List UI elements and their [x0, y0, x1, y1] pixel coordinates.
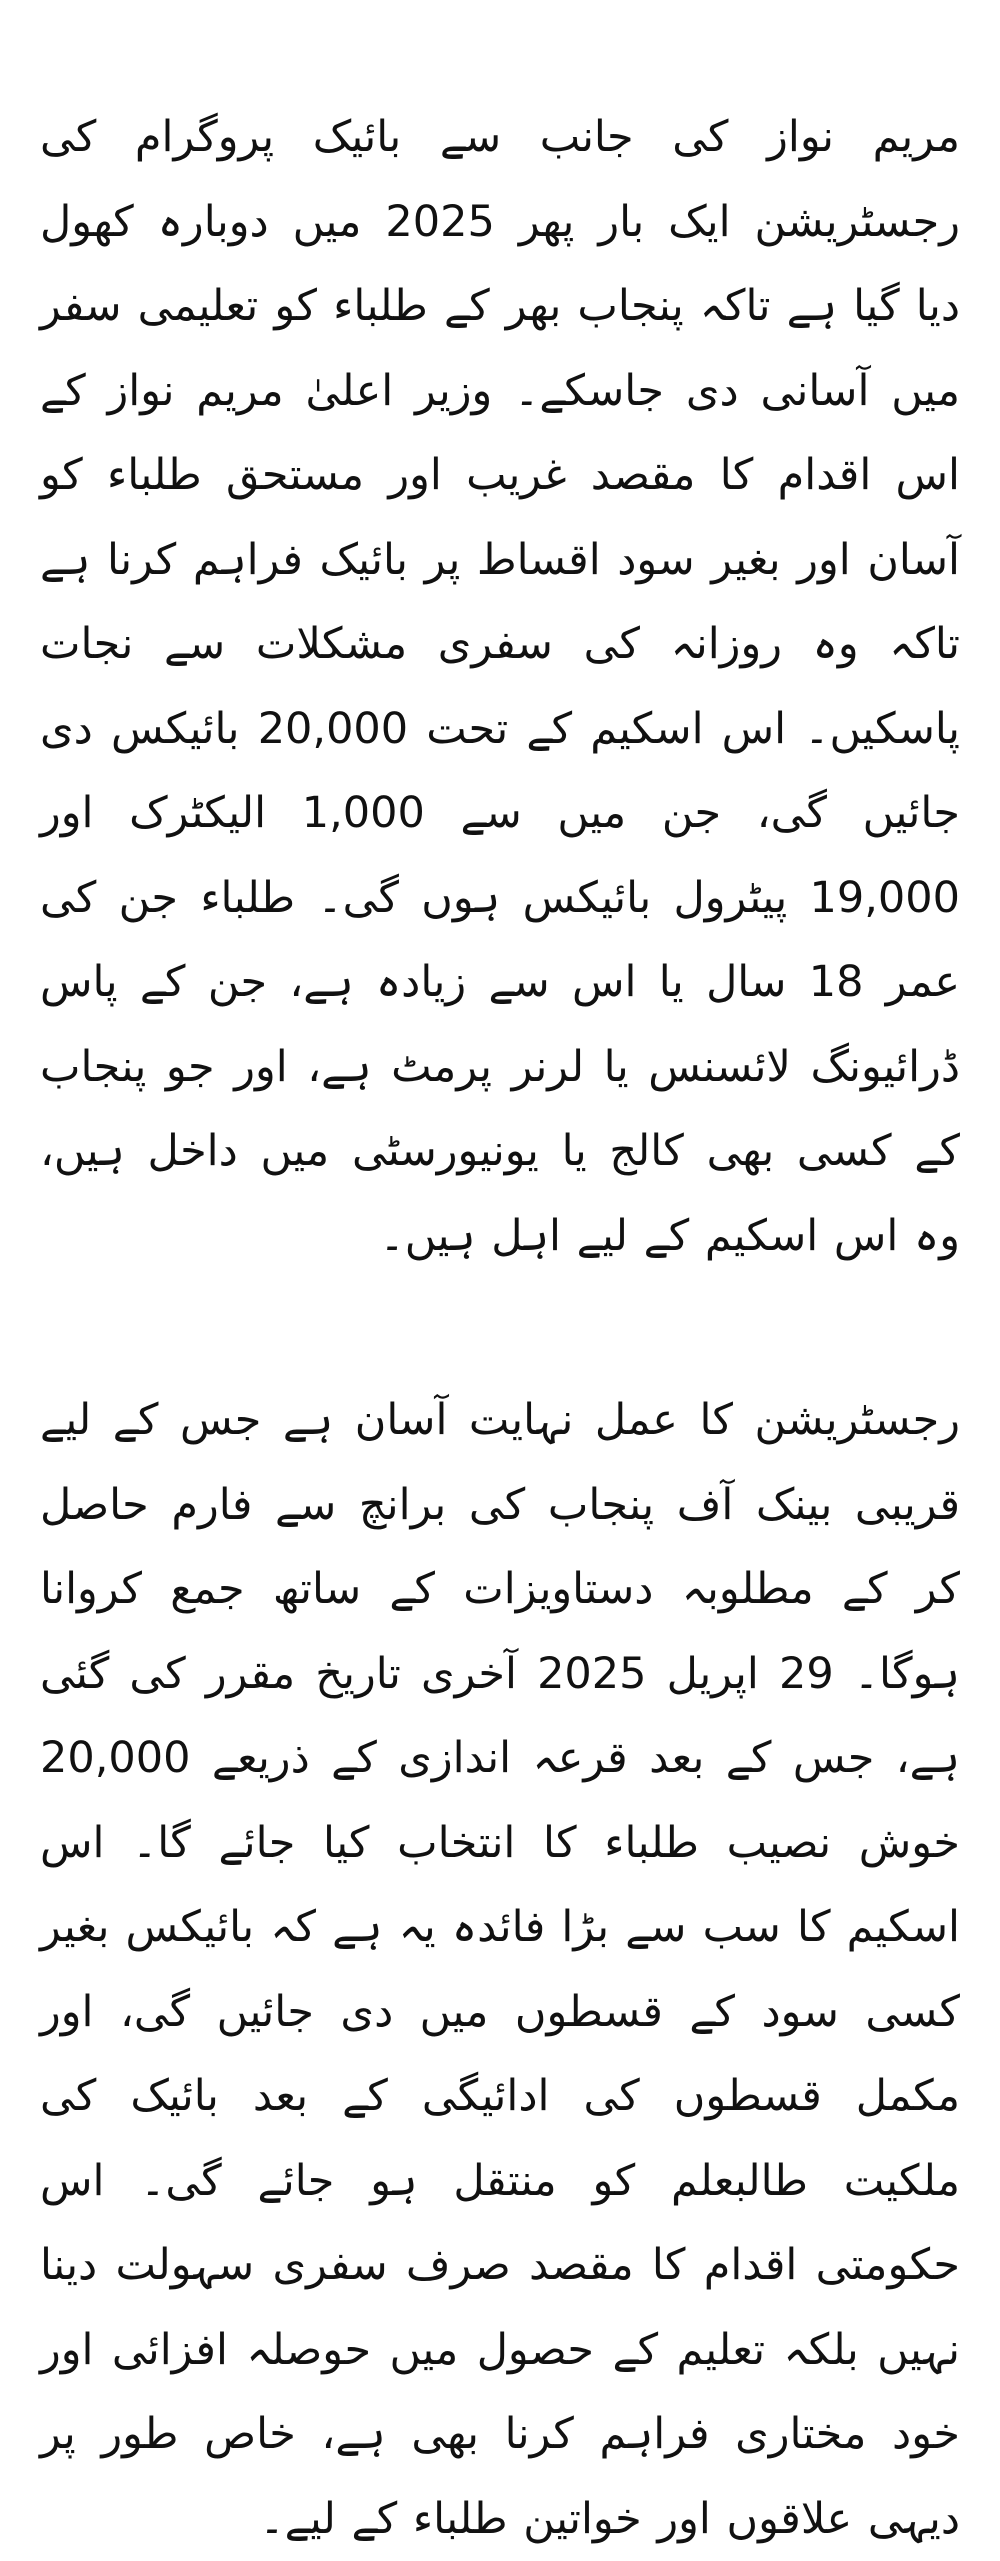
paragraph-registration-process: رجسٹریشن کا عمل نہایت آسان ہے جس کے لیے قریبی بینک آف پنجاب کی برانچ سے فارم حاصل کر کے مطلوبہ دستاویزات کے ساتھ جمع کروانا ہوگا۔ 29 اپریل 2025 آخری تاریخ مقرر کی گئی ہے، جس کے بعد قرعہ اندازی کے ذریعے 20,000 خوش نصیب طلباء کا انتخاب کیا جائے گا۔ اس اسکیم کا سب سے بڑا فائدہ یہ ہے کہ بائیکس بغیر کسی سود کے قسطوں میں دی جائیں گی، اور مکمل قسطوں کی ادائیگی کے بعد بائیک کی ملکیت طالبعلم کو منتقل ہو جائے گی۔ اس حکومتی اقدام کا مقصد صرف سفری سہولت دینا نہیں بلکہ تعلیم کے حصول میں حوصلہ افزائی اور خود مختاری فراہم کرنا بھی ہے، خاص طور پر دیہی علاقوں اور خواتین طلباء کے لیے۔: [40, 1395, 961, 2544]
paragraph-registration-announcement: مریم نواز کی جانب سے بائیک پروگرام کی رجسٹریشن ایک بار پھر 2025 میں دوبارہ کھول دیا گیا ہے تاکہ پنجاب بھر کے طلباء کو تعلیمی سفر میں آسانی دی جاسکے۔ وزیر اعلیٰ مریم نواز کے اس اقدام کا مقصد غریب اور مستحق طلباء کو آسان اور بغیر سود اقساط پر بائیک فراہم کرنا ہے تاکہ وہ روزانہ کی سفری مشکلات سے نجات پاسکیں۔ اس اسکیم کے تحت 20,000 بائیکس دی جائیں گی، جن میں سے 1,000 الیکٹرک اور 19,000 پیٹرول بائیکس ہوں گی۔ طلباء جن کی عمر 18 سال یا اس سے زیادہ ہے، جن کے پاس ڈرائیونگ لائسنس یا لرنر پرمٹ ہے، اور جو پنجاب کے کسی بھی کالج یا یونیورسٹی میں داخل ہیں، وہ اس اسکیم کے لیے اہل ہیں۔: [40, 112, 961, 1261]
